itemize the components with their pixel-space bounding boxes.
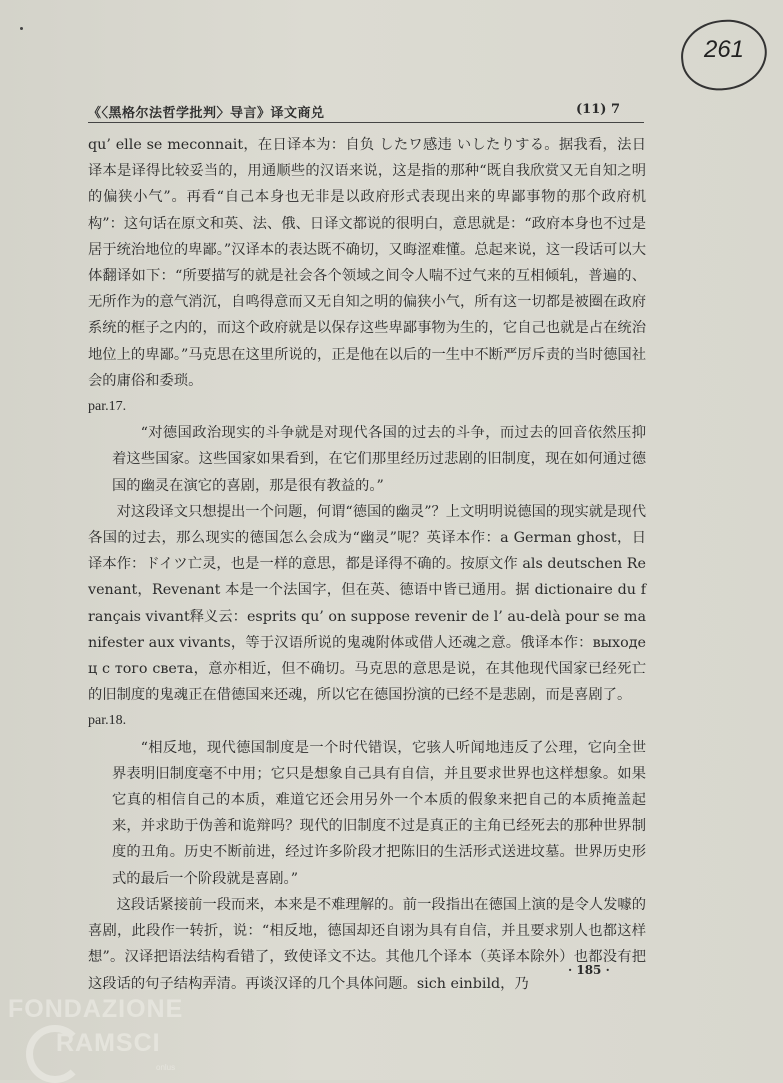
- section-label-par17: par.17.: [88, 399, 127, 415]
- commentary-par17: 对这段译文只想提出一个问题，何谓“德国的幽灵”？上文明明说德国的现实就是现代各国的过去，那么现实的德国怎么会成为“幽灵”呢？英译本作：a German ghost，日译本作：ドイツ亡灵，也是一样的意思，都是译得不确的。按原文作 als deutschen Revenant，Revenant 本是一个法国字，但在英、德语中皆已通用。据 dictionaire du français vivant释义云：esprits qu’ on suppose revenir de l’ au-delà pour se manifester aux vivants，等于汉语所说的鬼魂附体或借人还魂之意。俄译本作：выходец с того света，意亦相近，但不确切。马克思的意思是说，在其他现代国家已经死亡的旧制度的鬼魂正在借德国来还魂，所以它在德国扮演的已经不是悲剧，而是喜剧了。: [88, 503, 646, 704]
- running-header: [88, 102, 644, 123]
- quotation-par18: [88, 735, 646, 892]
- scan-speck: [20, 27, 23, 30]
- stamp-number: 261: [703, 36, 745, 63]
- body-text: [88, 132, 646, 997]
- header-title: 《〈黑格尔法哲学批判〉导言》译文商兑: [88, 106, 325, 121]
- section-label-par18: par.18.: [88, 713, 127, 729]
- header-page-number: (11) 7: [576, 102, 620, 117]
- quotation-par17: [88, 420, 646, 499]
- paragraph-opening: qu’ elle se meconnait，在日译本为：自负 したワ感违 いしたりする。据我看，法日译本是译得比较妥当的，用通顺些的汉语来说，这是指的那种“既自我欣赏又无自知之明的偏狭小气”。再看“自己本身也无非是以政府形式表现出来的卑鄙事物的那个政府机构”：这句话在原文和英、法、俄、日译文都说的很明白，意思就是：“政府本身也不过是居于统治地位的卑鄙。”汉译本的表达既不确切，又晦涩难懂。总起来说，这一段话可以大体翻译如下：“所要描写的就是社会各个领域之间令人喘不过气来的互相倾轧，普遍的、无所作为的意气消沉，自鸣得意而又无自知之明的偏狭小气，所有这一切都是被圈在政府系统的框子之内的，而这个政府就是以保存这些卑鄙事物为生的，它自己也就是占在统治地位上的卑鄙。”马克思在这里所说的，正是他在以后的一生中不断严厉斥责的当时德国社会的庸俗和委琐。: [88, 137, 646, 389]
- quote-text-par17: “对德国政治现实的斗争就是对现代各国的过去的斗争，而过去的回音依然压抑着这些国家。这些国家如果看到，在它们那里经历过悲剧的旧制度，现在如何通过德国的幽灵在演它的喜剧，那是很有教益的。”: [112, 425, 646, 494]
- watermark-line2: RAMSCI: [56, 1029, 161, 1057]
- archive-watermark: [8, 995, 208, 1075]
- quote-text-par18: “相反地，现代德国制度是一个时代错误，它骇人听闻地违反了公理，它向全世界表明旧制度毫不中用；它只是想象自己具有自信，并且要求世界也这样想象。如果它真的相信自己的本质，难道它还会用另外一个本质的假象来把自己的本质掩盖起来，并求助于伪善和诡辩吗？现代的旧制度不过是真正的主角已经死去的那种世界制度的丑角。历史不断前进，经过许多阶段才把陈旧的生活形式送进坟墓。世界历史形式的最后一个阶段就是喜剧。”: [112, 739, 646, 887]
- watermark-line3: onlus: [156, 1063, 176, 1072]
- watermark-line1: FONDAZIONE: [8, 995, 184, 1023]
- page-folio: · 185 ·: [568, 963, 610, 977]
- commentary-par18: 这段话紧接前一段而来，本来是不难理解的。前一段指出在德国上演的是令人发噱的喜剧，此段作一转折，说：“相反地，德国却还自诩为具有自信，并且要求别人也都这样想”。汉译把语法结构看错了，致使译文不达。其他几个译本（英译本除外）也都没有把这段话的句子结构弄清。再谈汉译的几个具体问题。sich einbild，乃: [88, 896, 646, 992]
